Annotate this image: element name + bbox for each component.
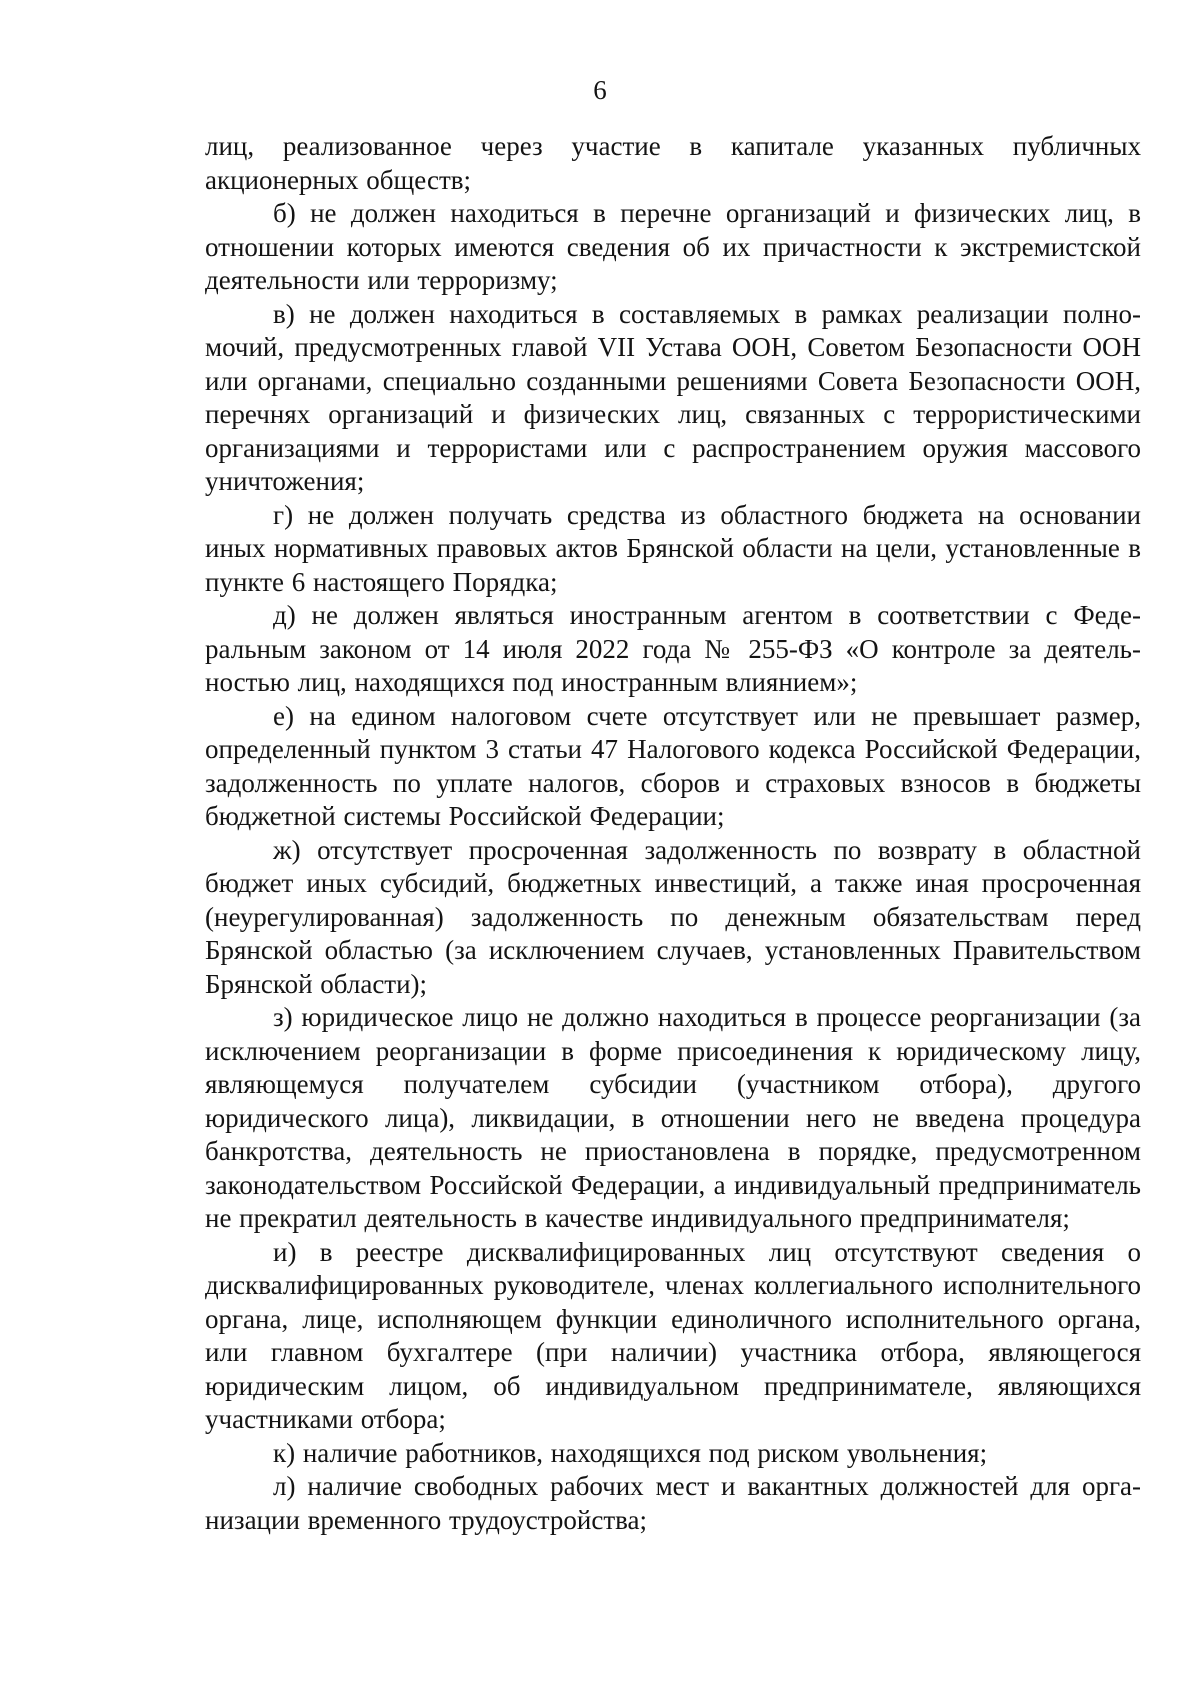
paragraph-item-e: е) на едином налоговом счете отсутствует или не превышает размер, определенный пунктом 3 статьи 47 Налогового кодекса Российской Федерации, задолженность по уплате налогов, сборов и страховых взносов в бюджеты бюджетной системы Российской Федерации; <box>205 700 1141 831</box>
document-body <box>205 130 1141 1537</box>
paragraph-item-zh: ж) отсутствует просроченная задолженность по возврату в областной бюджет иных субсидий, бюджетных инвестиций, а также иная просроченная (неурегулированная) задолженность по денежным обязательствам перед Брянской областью (за исключением случаев, установленных Правительством Брянской области); <box>205 834 1141 999</box>
paragraph-item-z: з) юридическое лицо не должно находиться в процессе реорганизации (за исключением реорганизации в форме присоединения к юридическому лицу, являющемуся получателем субсидии (участником отбора), другого юридического лица), ликвидации, в отношении него не введена процедура банкротства, деятельность не приостановлена в порядке, предусмотренном законодательством Российской Федерации, а индивидуальный предприниматель не прекратил деятельность в качестве индивидуального предпринимателя; <box>205 1002 1141 1233</box>
paragraph-item-g: г) не должен получать средства из областного бюджета на основании иных нормативных правовых актов Брянской области на цели, установленные в пункте 6 настоящего Порядка; <box>205 499 1141 597</box>
paragraph-item-k: к) наличие работников, находящихся под риском увольнения; <box>273 1437 988 1468</box>
paragraph-item-d: д) не должен являться иностранным агентом в соответствии с Федеральным законом от 14 июля 2022 года № 255-ФЗ «О контроле за деятельностью лиц, находящихся под иностранным влиянием»; <box>205 600 1141 697</box>
page-number: 6 <box>593 75 607 105</box>
paragraph-continuation: лиц, реализованное через участие в капитале указанных публичных акционерных обществ; <box>205 131 1141 195</box>
paragraph-item-b: б) не должен находиться в перечне организаций и физических лиц, в отношении которых имеются сведения об их причастности к экстремистской деятельности или терроризму; <box>205 198 1141 295</box>
paragraph-item-i: и) в реестре дисквалифицированных лиц отсутствуют сведения о дисквалифицированных руководителе, членах коллегиального исполнительного органа, лице, исполняющем функции единоличного исполнительного органа, или главном бухгалтере (при наличии) участника отбора, являющегося юридическим лицом, об индивидуальном предпринимателе, являющихся участниками отбора; <box>205 1236 1141 1434</box>
paragraph-item-l: л) наличие свободных рабочих мест и вакантных должностей для организации временного трудоустройства; <box>205 1471 1141 1535</box>
paragraph-item-v: в) не должен находиться в составляемых в рамках реализации полномочий, предусмотренных главой VII Устава ООН, Советом Безопасности ООН или органами, специально созданными решениями Совета Безопасности ООН, перечнях организаций и физических лиц, связанных с террористическими организациями и террористами или с распространением оружия массового уничтожения; <box>205 298 1141 496</box>
